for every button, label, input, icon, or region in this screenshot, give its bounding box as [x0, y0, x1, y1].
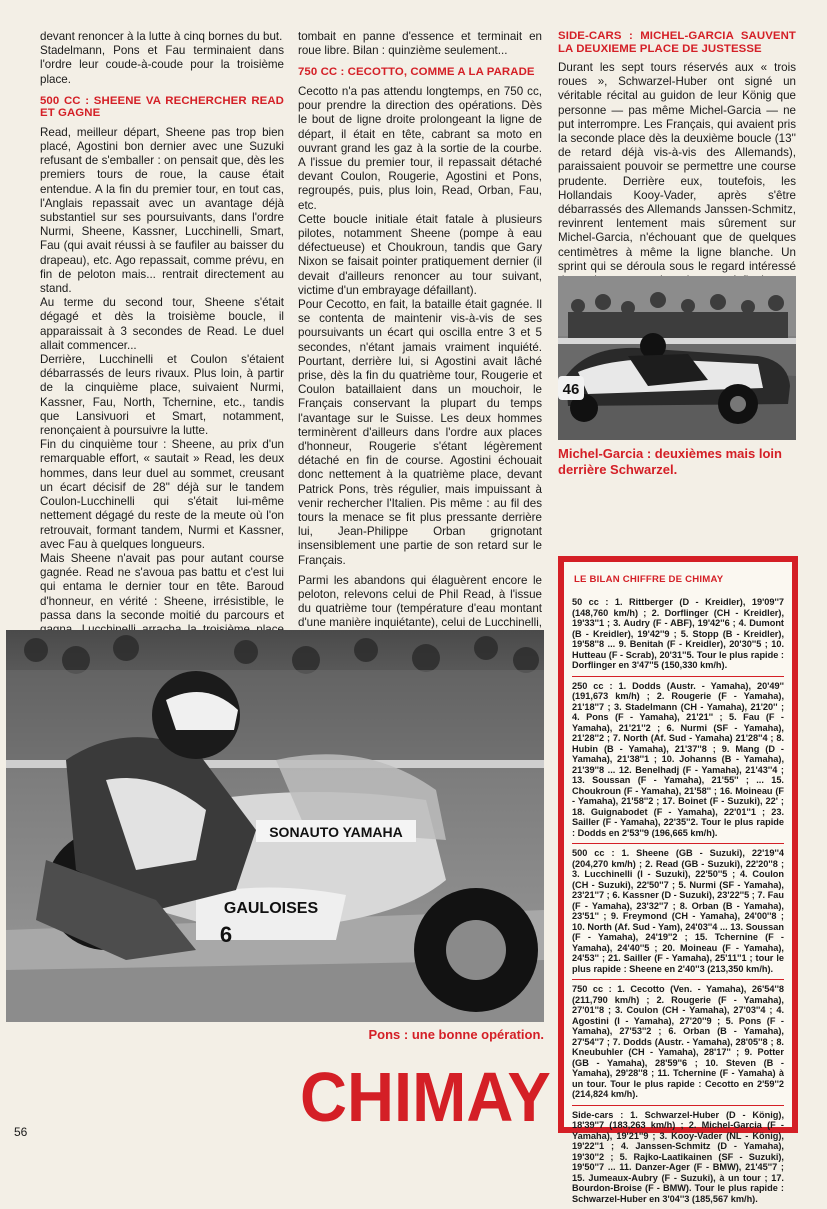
article-column-2 — [298, 30, 542, 702]
rider-race-number: 6 — [220, 922, 232, 947]
page-title: CHIMAY — [300, 1062, 551, 1132]
main-photo-caption: Pons : une bonne opération. — [330, 1027, 544, 1043]
sidecar-photo — [558, 276, 796, 440]
paragraph: Cecotto n'a pas attendu longtemps, en 750 cc, pour prendre la direction des opérations. Dès le bout de ligne droite prolongeant la ligne de départ, il était en tête, cabrant sa moto en ouvrant grand les gaz à la sortie de la courbe. A l'issue du premier tour, il repassait détaché devant Coulon, Rougerie, Agostini et Pons, regroupés, puis, plus loin, Read, Orban, Fau, etc. — [298, 85, 542, 213]
paragraph: tombait en panne d'essence et terminait en roue libre. Bilan : quinzième seulement... — [298, 30, 542, 58]
paragraph: Pour Cecotto, en fait, la bataille était gagnée. Il se contenta de maintenir vis-à-vis de ses poursuivants un écart qui oscilla entre 3 et 5 secondes, n'étant jamais vraiment inquiété. Pourtant, derrière lui, si Agostini avait lâché prise, dès la fin du quatrième tour, Rougerie et Coulon bataillaient dans un mouchoir, le Français conservant la plupart du temps l'avantage sur le Suisse. Les deux hommes terminèrent d'ailleurs dans l'ordre aux places d'honneur, Rougerie s'étant légèrement détaché en fin de course. Agostini échouait donc nettement à la quatrième place, devant Patrick Pons, très régulier, mais impuissant à venir rechercher l'Italien. Pis même : au fil des tours la menace se fit plus pressante derrière lui, Jean-Philippe Orban grignotant insensiblement une partie de son retard sur le Français. — [298, 298, 542, 568]
results-500cc: 500 cc : 1. Sheene (GB - Suzuki), 22'19''4 (204,270 km/h) ; 2. Read (GB - Suzuki), 22'20''8 ; 3. Lucchinelli (I - Suzuki), 22'50''5 ; 4. Coulon (CH - Suzuki), 22'50''7 ; 5. Nurmi (SF - Yamaha), 23'21''7 ; 6. Kassner (D - Suzuki), 23'22''5 ; 7. Fau (F - Yamaha), 23'32''7 ; 8. Orban (B - Yamaha), 23'51'' ; 9. Freymond (CH - Yamaha), 24'00''8 ; 10. North (Af. Sud - Yam), 24'03''4 ... 13. Soussan (F - Yamaha), 24'19''2 ; 15. Tchernine (F - Yamaha), 24'40''5 ; 20. Moineau (F - Yamaha), 24'53'' ; 21. Sailler (F - Yamaha), 25'11''1 ; tour le plus rapide : Sheene en 2'40''3 (213,350 km/h). — [572, 843, 784, 979]
results-sidecars: Side-cars : 1. Schwarzel-Huber (D - König), 18'39''7 (183,263 km/h) ; 2. Michel-Garcia (F - Yamaha), 19'21''9 ; 3. Kooy-Vader (NL - König), 19'22''1 ; 4. Janssen-Schmitz (D - Yamaha), 19'30''2 ; 5. Rajko-Laatikainen (SF - Suzuki), 19'50''7 ... 11. Danzer-Ager (F - BMW), 21'45''7 ; 15. Jumeaux-Aubry (F - Suzuki), à un tour ; 17. Bourdon-Broise (F - BMW). Tour le plus rapide : Schwarzel-Huber en 3'04''3 (185,567 km/h). — [572, 1105, 784, 1209]
sidecar-race-number: 46 — [563, 381, 580, 398]
results-50cc: 50 cc : 1. Rittberger (D - Kreidler), 19'09''7 (148,760 km/h) ; 2. Dorflinger (CH - Kreidler), 19'33''1 ; 3. Audry (F - ABF), 19'42''6 ; 4. Dumont (B - Kreidler), 19'42''9 ; 5. Stopp (B - Kreidler), 19'58''8 ... 9. Benitah (F - Kreidler), 20'30''5 ; 10. Hutteau (F - Scrab), 20'31''5. Tour le plus rapide : Dorflinger en 3'47''5 (150,330 km/h). — [572, 593, 784, 676]
section-heading-sidecars: SIDE-CARS : MICHEL-GARCIA SAUVENT LA DEUXIEME PLACE DE JUSTESSE — [558, 30, 796, 55]
paragraph: Parmi les abandons qui élaguèrent encore le peloton, relevons celui de Phil Read, à l'issue du quatrième tour (température d'eau montant d'une manière inquiétante), celui de Lucchinelli, — [298, 574, 542, 702]
fairing-sponsor-text: SONAUTO YAMAHA — [269, 824, 403, 840]
tank-sponsor-text: GAULOISES — [224, 900, 319, 917]
paragraph: Stadelmann, Pons et Fau terminaient dans l'ordre leur coude-à-coude pour la troisième place. — [40, 44, 284, 87]
paragraph: Cette boucle initiale était fatale à plusieurs pilotes, notamment Sheene (pompe à eau défectueuse) et Choukroun, tandis que Gary Nixon se faisait pointer pratiquement dernier (il devait d'ailleurs renoncer au tour suivant, victime d'un embrayage défaillant). — [298, 213, 542, 298]
page-number: 56 — [14, 1125, 27, 1139]
results-box-title: LE BILAN CHIFFRE DE CHIMAY — [574, 574, 782, 585]
article-column-1 — [40, 30, 284, 694]
paragraph: Mais Sheene n'avait pas pour autant course gagnée. Read ne s'avoua pas battu et c'est lui qui entama le dernier tour en tête. Baroud d'honneur, en vérité : Sheene, irrésistible, le passa dans la seconde moitié du parcours et — [40, 552, 284, 694]
section-heading-500cc: 500 CC : SHEENE VA RECHERCHER READ ET GAGNE — [40, 95, 284, 120]
results-750cc: 750 cc : 1. Cecotto (Ven. - Yamaha), 26'54''8 (211,790 km/h) ; 2. Rougerie (F - Yamaha), 27'01''8 ; 3. Coulon (CH - Yamaha), 27'03''4 ; 4. Agostini (I - Yamaha), 27'20''9 ; 5. Pons (F - Yamaha), 27'53''2 ; 6. Orban (B - Yamaha), 27'54''7 ; 7. Dodds (Austr. - Yamaha), 28'05''8 ; 8. Kneubuhler (CH - Yamaha), 28'17'' ; 9. Potter (GB - Yamaha), 28'59''6 ; 10. Steven (B - Yamaha), 29'28''8 ; 11. Tchernine (F - Yamaha) à un tour. Tour le plus rapide : Cecotto en 2'59''2 (214,824 km/h). — [572, 979, 784, 1105]
paragraph: Read, meilleur départ, Sheene pas trop bien placé, Agostini bon dernier avec une Suzuki refusant de s'emballer : on pensait que, dès les premiers tours de roue, la cause était entendue. A la fin du premier tour, en tout cas, l'Anglais repassait avec un avantage déjà substantiel sur ses poursuivants, dans l'ordre Nurmi, Sheene, Kassner, Lucchinelli, Smart, Fau (qui avait réussi à se faufiler au baisser du drapeau), etc. Ago repassait, comme prévu, en fin de peloton mais... rentrait directement au stand. — [40, 126, 284, 296]
paragraph: Durant les sept tours réservés aux « trois roues », Schwarzel-Huber ont signé un véritable récital au guidon de leur König que personne — pas même Michel-Garcia — ne put interrompre. Les Français, qui avaient pris la seconde place dès la deuxième boucle (13'' de retard déjà vis-à-vis des Allemands), paraissaient pouvoir se permettre une course prudente. Derrière eux, toutefois, les Hollandais Kooy-Vader, après s'être débarrassés des Allemands Janssen-Schmitz, revinrent lentement mais sûrement sur Michel-Garcia, n'échouant que de quelques centimètres à même la ligne blanche. Un sprint qui se déroula sous le regard intéressé — [558, 61, 796, 302]
paragraph: Au terme du second tour, Sheene s'était dégagé et dès la troisième boucle, il apparaissait à 3 secondes de Read. Le duel allait commencer... — [40, 296, 284, 353]
article-column-3 — [558, 30, 796, 302]
paragraph: devant renoncer à la lutte à cinq bornes du but. — [40, 30, 284, 44]
section-heading-750cc: 750 CC : CECOTTO, COMME A LA PARADE — [298, 66, 542, 79]
results-box — [558, 556, 798, 1133]
sidecar-photo-caption: Michel-Garcia : deuxièmes mais loin derrière Schwarzel. — [558, 446, 796, 478]
paragraph: Fin du cinquième tour : Sheene, au prix d'un remarquable effort, « sautait » Read, les deux hommes, dans leur duel au sommet, creusant un écart décisif de 28'' déjà sur le tandem Coulon-Lucchinelli qui s'était lui-même nettement dégagé du reste de la meute où l'on retrouvait, formant tandem, Nurmi et Kassner, avec Fau à quelques longueurs. — [40, 438, 284, 552]
results-250cc: 250 cc : 1. Dodds (Austr. - Yamaha), 20'49'' (191,673 km/h) ; 2. Rougerie (F - Yamaha), 21'18''7 ; 3. Stadelmann (CH - Yamaha), 21'20'' ; 4. Pons (F - Yamaha), 21'21'' ; 5. Fau (F - Yamaha), 21'21''2 ; 6. Nurmi (SF - Yamaha), 21'28''2 ; 7. North (Af. Sud - Yamaha) 21'28''4 ; 8. Hubin (B - Yamaha), 21'37''8 ; 9. Mang (D - Yamaha), 21'38''1 ; 10. Johanns (B - Yamaha), 21'39''8 ... 12. Benelhadj (F - Yamaha), 21'43''4 ; 13. Soussan (F - Yamaha), 21'55'' ; ... 15. Choukroun (F - Yamaha), 21'58'' ; 16. Moineau (F - Yamaha), 21'58''2 ; 17. Boinet (F - Suzuki), 22' ; 18. Guignabodet (F - Yamaha), 22'01''1 ; 23. Sailler (F - Yamaha), 22'35''2. Tour le plus rapide : Dodds en 2'53''9 (196,665 km/h). — [572, 676, 784, 844]
paragraph: Derrière, Lucchinelli et Coulon s'étaient débarrassés de leurs rivaux. Plus loin, à partir de la cinquième place, suivaient Nurmi, Kassner, Fau, North, Tchernine, etc., tandis que Lansivuori et Smart, notamment, renonçaient à poursuivre la lutte. — [40, 353, 284, 438]
main-rider-photo — [6, 630, 544, 1022]
